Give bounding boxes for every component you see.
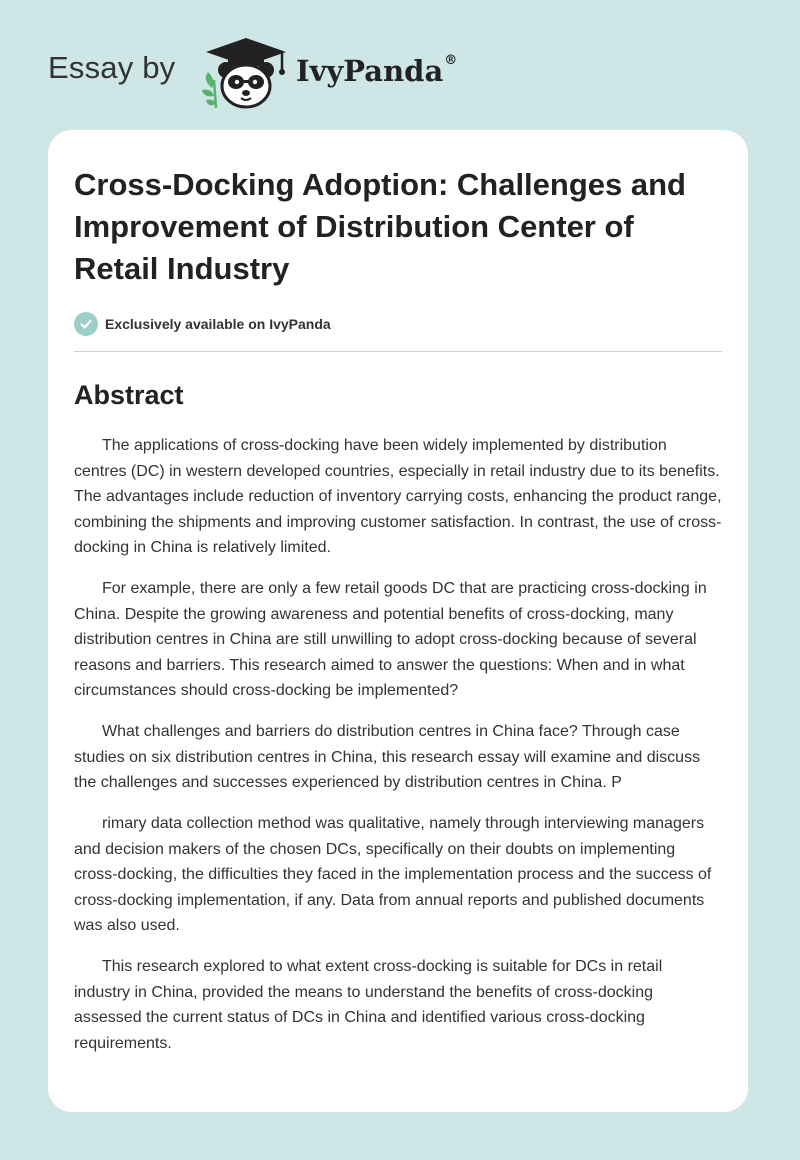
section-title-abstract: Abstract [74, 380, 184, 410]
paragraph: The applications of cross-docking have been widely implemented by distribution centres (DC) in western developed countries, especially in retail industry due to its benefits. The advantages include reduction of inventory carrying costs, enhancing the product range, combining the shipments and improving customer satisfaction. In contrast, the use of cross-docking in China is relatively limited. [74, 437, 722, 556]
brand-name[interactable] [296, 54, 457, 88]
brand-name-text: IvyPanda [296, 54, 444, 88]
panda-graduate-icon[interactable] [198, 36, 294, 110]
availability-text: Exclusively available on IvyPanda [105, 316, 331, 332]
divider [74, 351, 722, 352]
essay-title: Cross-Docking Adoption: Challenges and Improvement of Distribution Center of Retail Industry [74, 167, 686, 286]
brand-prefix: Essay by [48, 50, 176, 85]
paragraph: What challenges and barriers do distribution centres in China face? Through case studies on six distribution centres in China, this research essay will examine and discuss the challenges and successes experienced by distribution centres in China. P [74, 723, 701, 791]
essay-card [48, 130, 748, 1112]
registered-mark: ® [444, 53, 458, 69]
paragraph: For example, there are only a few retail goods DC that are practicing cross-docking in China. Despite the growing awareness and potential benefits of cross-docking, many distribution centres in China are still unwilling to adopt cross-docking because of several reasons and barriers. This research aimed to answer the questions: When and in what circumstances should cross-docking be implemented? [74, 580, 707, 699]
check-circle-icon [74, 312, 98, 336]
paragraph: This research explored to what extent cross-docking is suitable for DCs in retail industry in China, provided the means to understand the benefits of cross-docking assessed the current status of DCs in China and identified various cross-docking requirements. [74, 958, 663, 1052]
site-header [0, 0, 800, 130]
availability-badge [74, 312, 722, 336]
abstract-body [74, 433, 722, 1056]
paragraph: rimary data collection method was qualitative, namely through interviewing managers and decision makers of the chosen DCs, specifically on their doubts on implementing cross-docking, the difficulties they faced in the implementation process and the success of cross-docking implementation, if any. Data from annual reports and published documents was also used. [74, 815, 712, 934]
